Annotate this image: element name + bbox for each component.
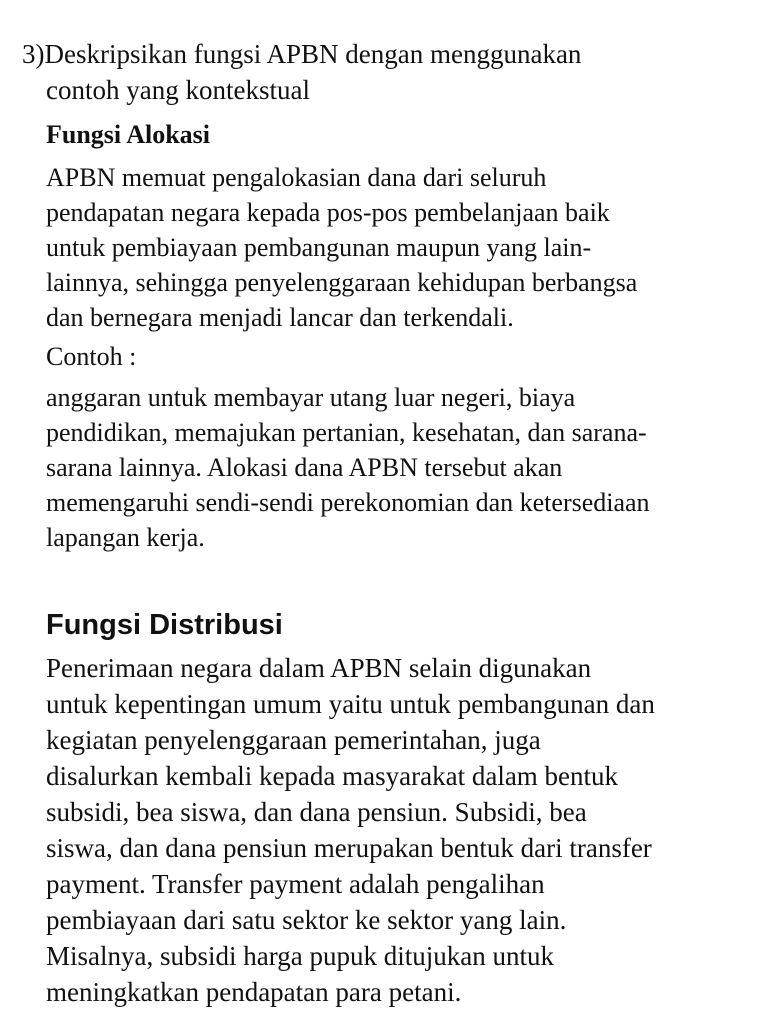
question-line-1: Deskripsikan fungsi APBN dengan menggunakan xyxy=(44,39,582,69)
paragraph-example xyxy=(46,380,736,555)
heading-fungsi-distribusi: Fungsi Distribusi xyxy=(46,609,283,641)
heading-fungsi-alokasi: Fungsi Alokasi xyxy=(46,120,211,149)
paragraph-line: pendidikan, memajukan pertanian, kesehatan, dan sarana- xyxy=(46,418,647,447)
paragraph-distribusi xyxy=(46,650,746,1010)
paragraph-line: lainnya, sehingga penyelenggaraan kehidupan berbangsa xyxy=(46,268,638,297)
paragraph-line: memengaruhi sendi-sendi perekonomian dan ketersediaan xyxy=(46,488,650,517)
question-text xyxy=(22,36,742,108)
paragraph-line: siswa, dan dana pensiun merupakan bentuk dari transfer xyxy=(46,833,652,863)
paragraph-line: APBN memuat pengalokasian dana dari seluruh xyxy=(46,163,547,192)
question-number: 3) xyxy=(22,39,45,69)
paragraph-line: sarana lainnya. Alokasi dana APBN tersebut akan xyxy=(46,453,563,482)
paragraph-line: pembiayaan dari satu sektor ke sektor yang lain. xyxy=(46,905,567,935)
paragraph-line: untuk kepentingan umum yaitu untuk pembangunan dan xyxy=(46,689,655,719)
paragraph-line: anggaran untuk membayar utang luar negeri, biaya xyxy=(46,383,576,412)
paragraph-line: kegiatan penyelenggaraan pemerintahan, juga xyxy=(46,725,541,755)
paragraph-line: lapangan kerja. xyxy=(46,523,205,552)
paragraph-line: dan bernegara menjadi lancar dan terkendali. xyxy=(46,303,514,332)
question-line-2: contoh yang kontekstual xyxy=(46,75,310,105)
paragraph-line: subsidi, bea siswa, dan dana pensiun. Subsidi, bea xyxy=(46,797,587,827)
paragraph-line: Misalnya, subsidi harga pupuk ditujukan untuk xyxy=(46,941,554,971)
paragraph-line: meningkatkan pendapatan para petani. xyxy=(46,977,462,1007)
example-label: Contoh : xyxy=(46,342,137,371)
paragraph-line: pendapatan negara kepada pos-pos pembelanjaan baik xyxy=(46,198,610,227)
paragraph-line: disalurkan kembali kepada masyarakat dalam bentuk xyxy=(46,761,619,791)
paragraph-line: Penerimaan negara dalam APBN selain digunakan xyxy=(46,653,592,683)
paragraph-line: payment. Transfer payment adalah pengalihan xyxy=(46,869,545,899)
paragraph-alokasi xyxy=(46,160,736,335)
paragraph-line: untuk pembiayaan pembangunan maupun yang lain- xyxy=(46,233,592,262)
